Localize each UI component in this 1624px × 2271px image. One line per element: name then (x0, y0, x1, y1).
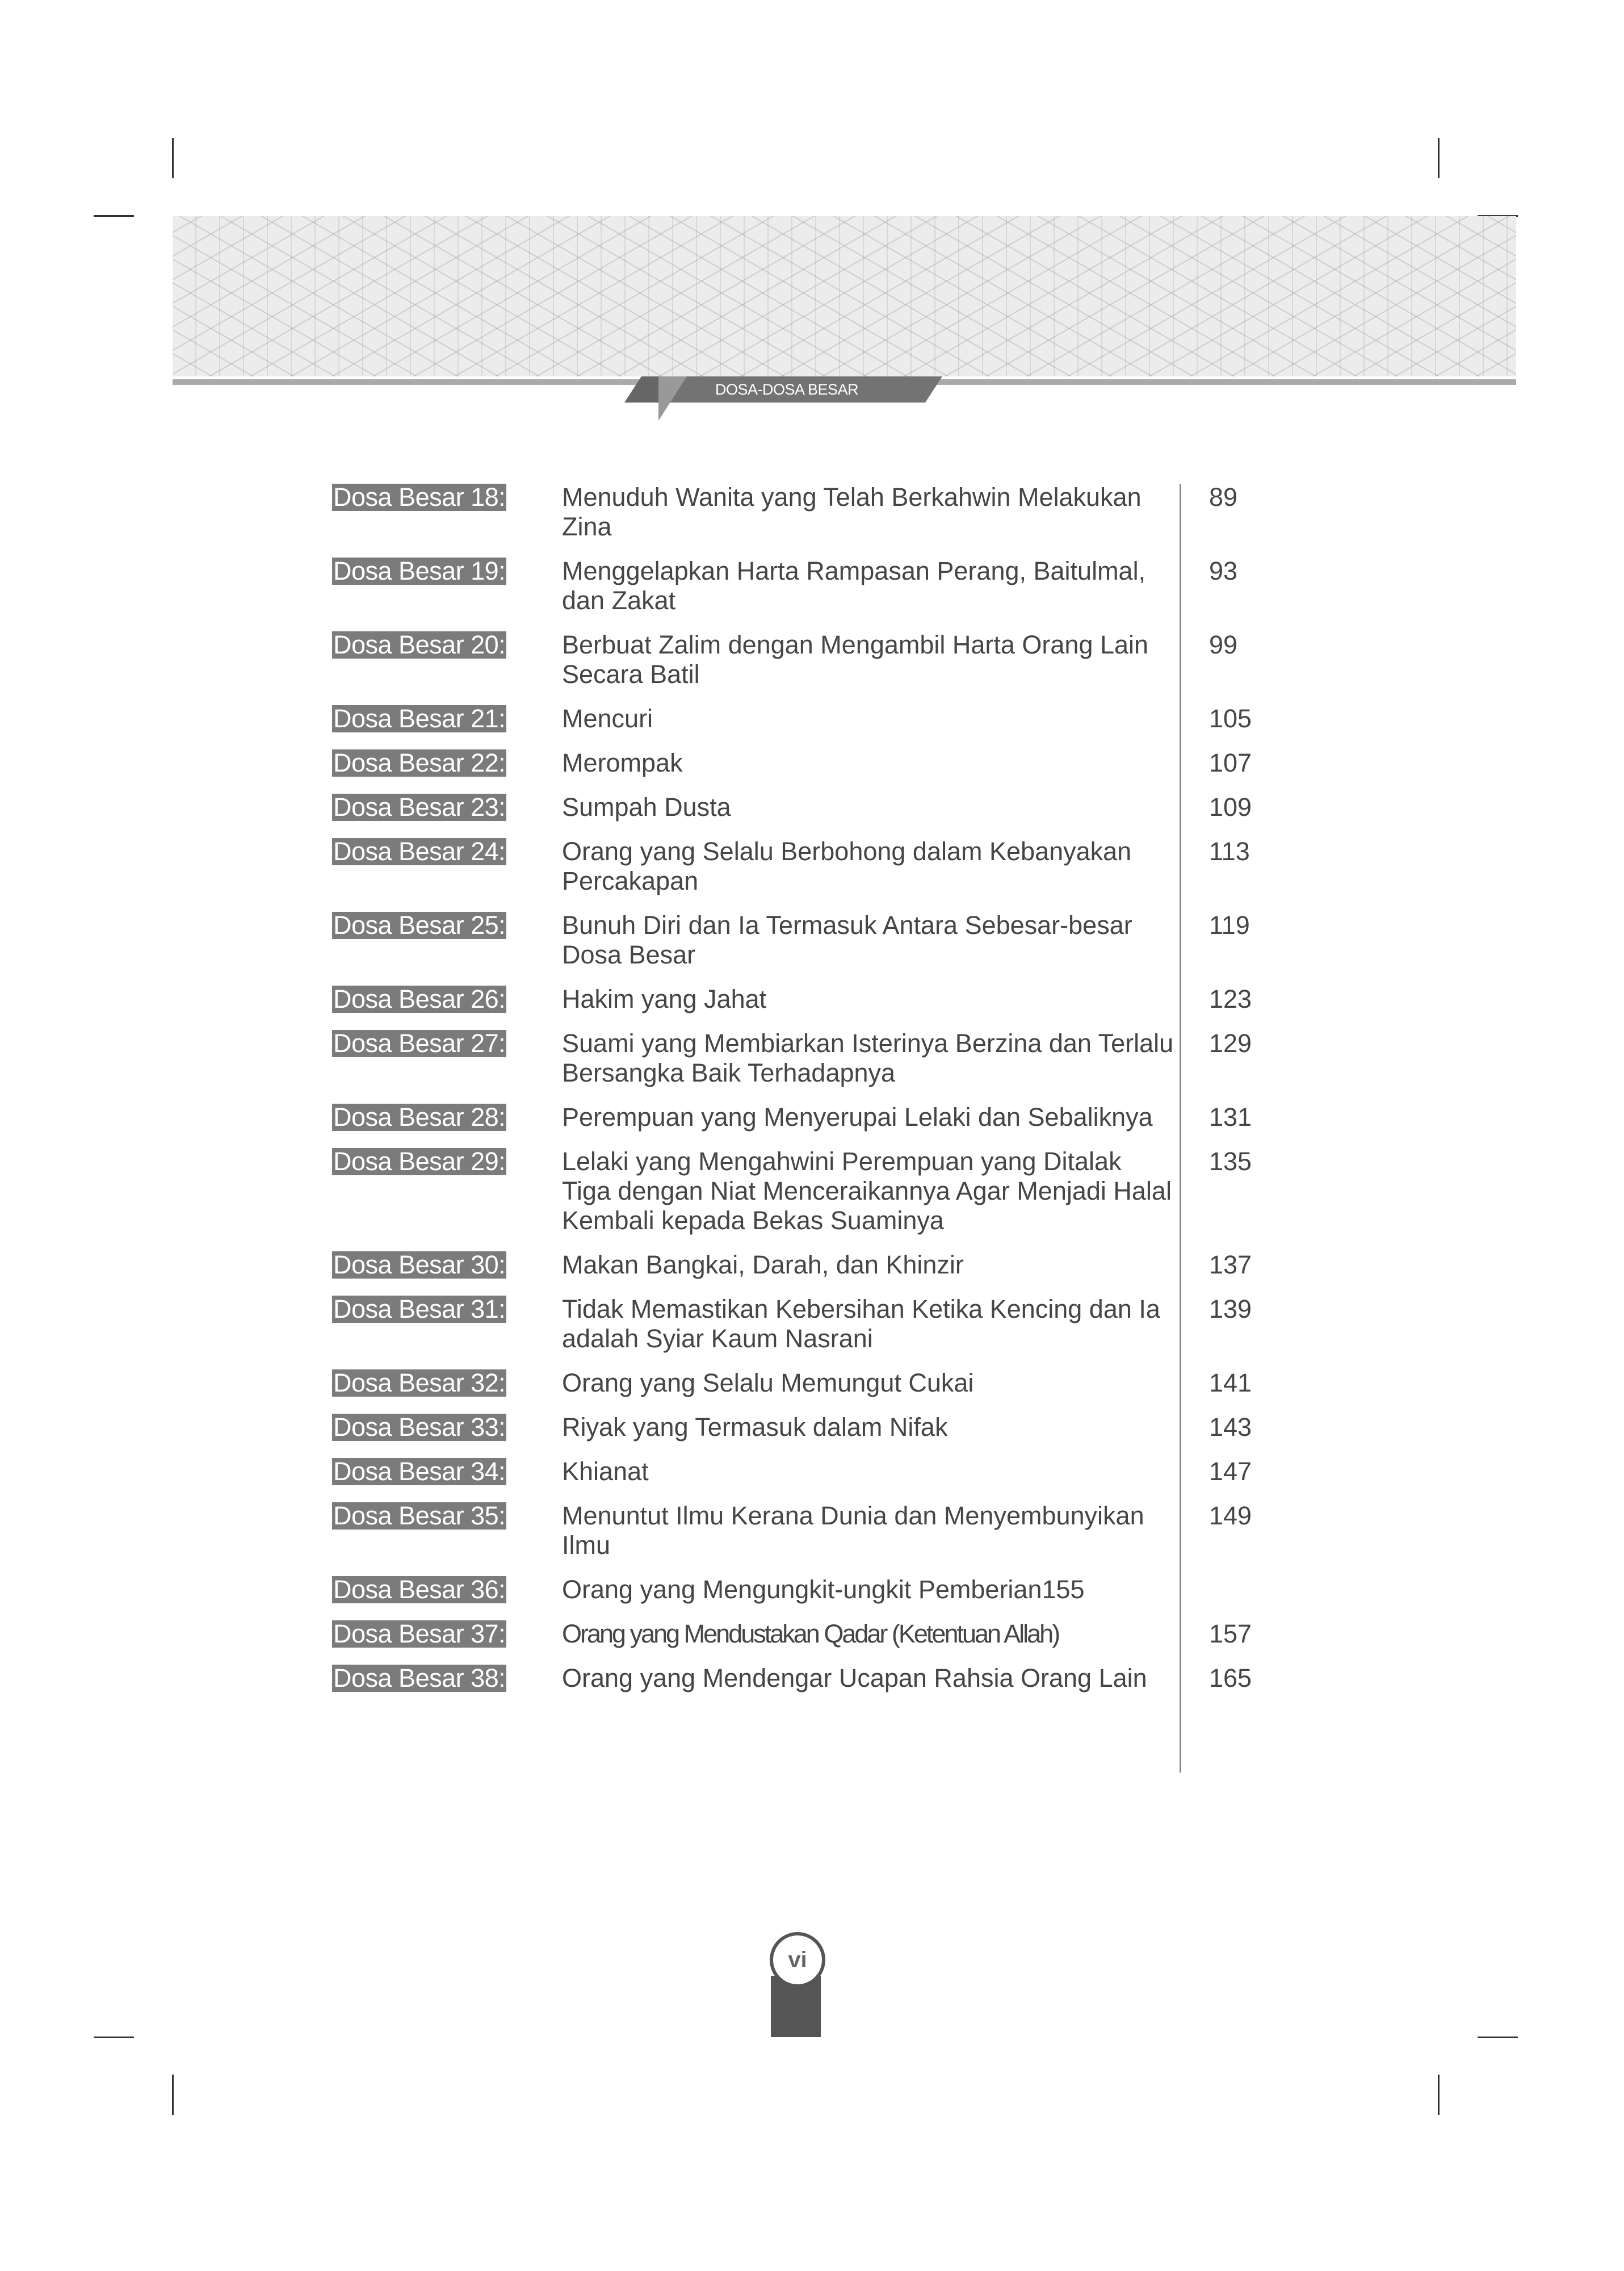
entry-label: Dosa Besar 27: (333, 1029, 506, 1058)
entry-title: Suami yang Membiarkan Isterinya Berzina dan Terlalu Bersangka Baik Terhadapnya (562, 1029, 1174, 1087)
entry-title: Hakim yang Jahat (562, 984, 767, 1013)
entry-label: Dosa Besar 26: (333, 984, 506, 1013)
entry-label: Dosa Besar 23: (333, 793, 506, 822)
entry-title: Menuntut Ilmu Kerana Dunia dan Menyembunyikan Ilmu (562, 1501, 1144, 1560)
crop-mark (172, 2075, 174, 2115)
toc-entry[interactable] (332, 630, 1297, 689)
entry-label: Dosa Besar 18: (333, 483, 506, 512)
entry-page: 89 (1209, 483, 1238, 512)
entry-title: Menggelapkan Harta Rampasan Perang, Baitulmal, dan Zakat (562, 556, 1146, 615)
entry-title: Orang yang Selalu Memungut Cukai (562, 1368, 974, 1397)
toc-entry[interactable] (332, 1103, 1297, 1132)
entry-label: Dosa Besar 35: (333, 1501, 506, 1530)
entry-page: 123 (1209, 984, 1252, 1013)
toc-entry[interactable] (332, 556, 1297, 615)
entry-label: Dosa Besar 32: (333, 1368, 506, 1397)
table-of-contents (332, 483, 1297, 1708)
crop-mark (172, 138, 174, 178)
entry-page: 147 (1209, 1457, 1252, 1486)
entry-title: Menuduh Wanita yang Telah Berkahwin Melakukan Zina (562, 483, 1142, 541)
entry-label: Dosa Besar 33: (333, 1413, 506, 1442)
entry-page: 141 (1209, 1368, 1252, 1397)
toc-entry[interactable] (332, 1501, 1297, 1560)
entry-page: 131 (1209, 1103, 1252, 1132)
entry-title: Orang yang Mengungkit-ungkit Pemberian155 (562, 1575, 1085, 1604)
crop-mark (1438, 2075, 1440, 2115)
entry-label: Dosa Besar 31: (333, 1294, 506, 1323)
entry-page: 129 (1209, 1029, 1252, 1058)
toc-entry[interactable] (332, 483, 1297, 542)
toc-entry[interactable] (332, 1368, 1297, 1398)
entry-label: Dosa Besar 21: (333, 704, 506, 733)
entry-page: 113 (1209, 837, 1250, 866)
toc-entry[interactable] (332, 837, 1297, 896)
toc-entry[interactable] (332, 1664, 1297, 1693)
entry-title: Orang yang Mendustakan Qadar (Ketentuan Allah) (562, 1619, 1059, 1648)
toc-entry[interactable] (332, 704, 1297, 734)
entry-title: Bunuh Diri dan Ia Termasuk Antara Sebesar-besar Dosa Besar (562, 911, 1132, 969)
entry-page: 107 (1209, 748, 1252, 777)
entry-page: 139 (1209, 1294, 1252, 1323)
entry-label: Dosa Besar 34: (333, 1457, 506, 1486)
entry-title: Perempuan yang Menyerupai Lelaki dan Sebaliknya (562, 1103, 1153, 1132)
entry-title: Sumpah Dusta (562, 793, 731, 822)
entry-title: Mencuri (562, 704, 653, 733)
entry-label: Dosa Besar 38: (333, 1664, 506, 1692)
toc-entry[interactable] (332, 1294, 1297, 1354)
toc-entry[interactable] (332, 984, 1297, 1014)
entry-page: 137 (1209, 1250, 1252, 1279)
crop-mark (1478, 2037, 1518, 2038)
entry-title: Lelaki yang Mengahwini Perempuan yang Ditalak Tiga dengan Niat Menceraikannya Agar Menjadi Halal Kembali kepada Bekas Suaminya (562, 1147, 1172, 1235)
entry-label: Dosa Besar 20: (333, 630, 506, 659)
crop-mark (1438, 138, 1440, 178)
toc-entry[interactable] (332, 1619, 1297, 1649)
entry-title: Riyak yang Termasuk dalam Nifak (562, 1413, 948, 1442)
crop-mark (94, 215, 134, 217)
entry-title: Orang yang Mendengar Ucapan Rahsia Orang Lain (562, 1664, 1147, 1692)
entry-title: Tidak Memastikan Kebersihan Ketika Kencing dan Ia adalah Syiar Kaum Nasrani (562, 1294, 1160, 1353)
entry-page: 165 (1209, 1664, 1252, 1692)
entry-page: 135 (1209, 1147, 1252, 1176)
toc-entry[interactable] (332, 911, 1297, 970)
entry-page: 99 (1209, 630, 1238, 659)
entry-label: Dosa Besar 30: (333, 1250, 506, 1279)
entry-title: Makan Bangkai, Darah, dan Khinzir (562, 1250, 964, 1279)
toc-entry[interactable] (332, 793, 1297, 822)
toc-entry[interactable] (332, 1029, 1297, 1088)
entry-label: Dosa Besar 28: (333, 1103, 506, 1132)
toc-entry[interactable] (332, 1413, 1297, 1442)
entry-label: Dosa Besar 37: (333, 1619, 506, 1648)
entry-page: 143 (1209, 1413, 1252, 1442)
entry-label: Dosa Besar 29: (333, 1147, 506, 1176)
entry-page: 93 (1209, 556, 1238, 585)
toc-entry[interactable] (332, 748, 1297, 778)
toc-entry[interactable] (332, 1575, 1297, 1604)
entry-page: 149 (1209, 1501, 1252, 1530)
entry-title: Khianat (562, 1457, 649, 1486)
section-ribbon (624, 376, 942, 403)
entry-title: Orang yang Selalu Berbohong dalam Kebanyakan Percakapan (562, 837, 1132, 895)
section-title: DOSA-DOSA BESAR (715, 381, 859, 398)
page-number: vi (770, 1932, 825, 1988)
entry-page: 157 (1209, 1619, 1252, 1648)
entry-label: Dosa Besar 24: (333, 837, 506, 866)
toc-entry[interactable] (332, 1147, 1297, 1235)
toc-entry[interactable] (332, 1250, 1297, 1280)
crop-mark (94, 2037, 134, 2038)
entry-label: Dosa Besar 22: (333, 748, 506, 777)
entry-label: Dosa Besar 19: (333, 556, 506, 585)
entry-page: 109 (1209, 793, 1252, 822)
entry-page: 119 (1209, 911, 1250, 940)
entry-page: 105 (1209, 704, 1252, 733)
entry-label: Dosa Besar 25: (333, 911, 506, 940)
entry-title: Berbuat Zalim dengan Mengambil Harta Orang Lain Secara Batil (562, 630, 1149, 689)
entry-label: Dosa Besar 36: (333, 1575, 506, 1604)
toc-entry[interactable] (332, 1457, 1297, 1486)
header-pattern-band (173, 216, 1516, 376)
entry-title: Merompak (562, 748, 683, 777)
